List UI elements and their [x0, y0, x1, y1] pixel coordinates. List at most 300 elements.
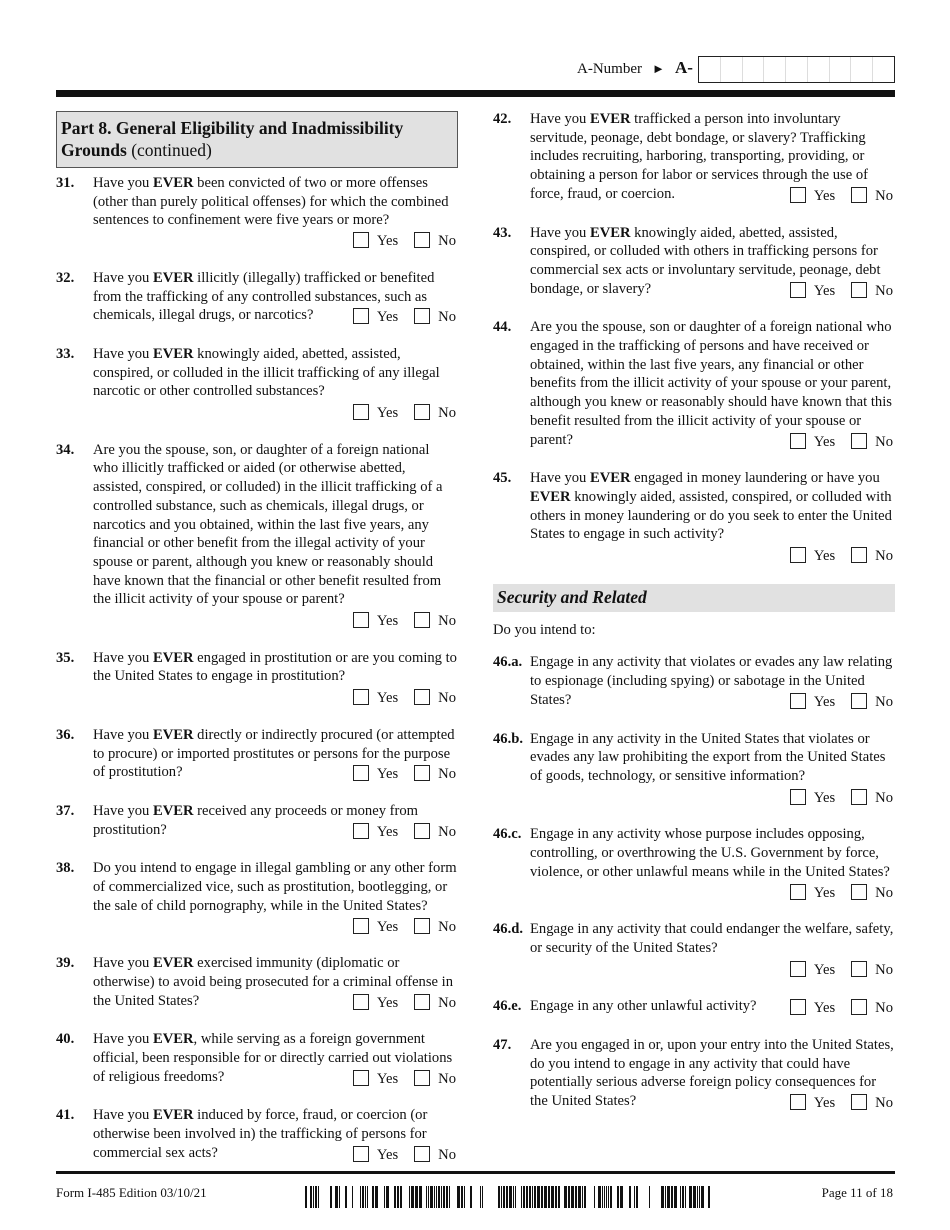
question-number: 47. — [493, 1037, 512, 1054]
barcode-bar — [701, 1186, 704, 1208]
yes-label: Yes — [813, 282, 836, 299]
text-run: Have you — [93, 345, 153, 362]
question-text — [93, 269, 458, 325]
barcode-bar — [372, 1186, 374, 1208]
a-number-input[interactable] — [698, 56, 895, 83]
text-run: engaged in prostitution or are you coming to the United States to engage in prostitution? — [93, 649, 457, 685]
question-37 — [56, 802, 458, 841]
question-43 — [493, 224, 895, 301]
section-intro: Do you intend to: — [493, 621, 596, 638]
yes-checkbox[interactable] — [790, 187, 806, 203]
form-edition: Form I-485 Edition 03/10/21 — [56, 1185, 207, 1200]
yes-checkbox[interactable] — [353, 689, 369, 705]
questions-left — [56, 174, 458, 1165]
barcode-bar — [367, 1186, 368, 1208]
barcode-bar — [689, 1186, 692, 1208]
yes-checkbox[interactable] — [790, 884, 806, 900]
no-label: No — [875, 187, 893, 204]
barcode-bar — [482, 1186, 483, 1208]
text-run: induced by force, fraud, or coercion (or otherwise been involved in) the trafficking of persons for commercial sex acts? — [93, 1107, 428, 1161]
yes-checkbox[interactable] — [790, 433, 806, 449]
yes-no-group — [784, 187, 895, 206]
text-run: Are you engaged in or, upon your entry into the United States, do you intend to engage in any activity that could have potentially serious adverse foreign policy consequences for the United States? — [530, 1037, 894, 1110]
no-checkbox[interactable] — [851, 282, 867, 298]
text-run: Engage in any activity that could endanger the welfare, safety, or security of the United States? — [530, 921, 894, 956]
no-checkbox[interactable] — [851, 789, 867, 805]
question-text — [93, 1030, 458, 1086]
barcode-bar — [594, 1186, 595, 1208]
question-number: 46.d. — [493, 921, 524, 938]
questions-right-bottom — [493, 653, 895, 1112]
yes-checkbox[interactable] — [353, 994, 369, 1010]
text-run: engaged in money laundering or have you — [630, 470, 880, 487]
a-number-prefix: A- — [675, 58, 693, 77]
yes-no-group — [347, 823, 458, 842]
question-text — [530, 318, 895, 449]
text-run: Are you the spouse, son or daughter of a foreign national who engaged in the trafficking of persons and have received or obtained, within the last five years, any financial or other benefits from the illicit activity of your spouse or your parent, although you knew or reasonably should have known that this benefit resulted from the illicit activity of your spouse or parent? — [530, 319, 892, 448]
yes-no-group — [784, 884, 895, 903]
barcode-bar — [352, 1186, 353, 1208]
emphasis: EVER — [152, 649, 194, 666]
no-label: No — [438, 918, 456, 935]
barcode-bar — [671, 1186, 673, 1208]
no-label: No — [438, 613, 456, 630]
text-run: Have you — [530, 224, 590, 241]
yes-no-group — [784, 282, 895, 301]
no-label: No — [875, 693, 893, 710]
no-label: No — [875, 282, 893, 299]
text-run: Do you intend to engage in illegal gambling or any other form of commercialized vice, such as prostitution, bootlegging, or the sale of child pornography, while in the United States? — [93, 860, 457, 914]
no-checkbox[interactable] — [851, 1094, 867, 1110]
barcode-bar — [584, 1186, 586, 1208]
barcode-bar — [498, 1186, 500, 1208]
barcode-bar — [548, 1186, 550, 1208]
text-run: Have you — [93, 802, 153, 819]
barcode-bar — [680, 1186, 681, 1208]
no-checkbox[interactable] — [851, 693, 867, 709]
barcode-bar — [315, 1186, 317, 1208]
yes-checkbox[interactable] — [353, 308, 369, 324]
barcode-bar — [365, 1186, 366, 1208]
barcode-bar — [523, 1186, 525, 1208]
yes-no-group — [347, 308, 458, 327]
barcode-bar — [665, 1186, 666, 1208]
question-45 — [493, 469, 895, 566]
yes-checkbox[interactable] — [353, 823, 369, 839]
no-checkbox[interactable] — [414, 765, 430, 781]
barcode-bar — [610, 1186, 612, 1208]
question-41 — [56, 1106, 458, 1164]
question-36 — [56, 726, 458, 784]
no-checkbox[interactable] — [414, 994, 430, 1010]
part-title: Part 8. General Eligibility and Inadmissibility Grounds — [61, 118, 404, 160]
emphasis: EVER — [530, 488, 571, 505]
no-label: No — [875, 884, 893, 901]
question-number: 35. — [56, 649, 75, 666]
question-number: 44. — [493, 319, 512, 336]
question-text — [530, 997, 895, 1016]
question-32 — [56, 269, 458, 327]
question-text — [530, 730, 895, 786]
yes-checkbox[interactable] — [353, 232, 369, 248]
barcode-bar — [310, 1186, 312, 1208]
emphasis: EVER — [152, 802, 194, 819]
barcode-bar — [449, 1186, 450, 1208]
barcode-bar — [339, 1186, 340, 1208]
barcode-bar — [555, 1186, 557, 1208]
barcode-bar — [446, 1186, 448, 1208]
no-label: No — [438, 994, 456, 1011]
question-31 — [56, 174, 458, 251]
question-number: 46.b. — [493, 730, 524, 747]
barcode-bar — [617, 1186, 619, 1208]
yes-checkbox[interactable] — [353, 918, 369, 934]
yes-no-group — [347, 994, 458, 1013]
yes-no-group — [93, 689, 458, 708]
barcode-bar — [503, 1186, 505, 1208]
question-38 — [56, 859, 458, 936]
barcode-bar — [375, 1186, 378, 1208]
barcode-bar — [330, 1186, 332, 1208]
barcode-bar — [386, 1186, 389, 1208]
question-text — [530, 110, 895, 204]
question-text — [93, 802, 458, 839]
yes-no-group — [93, 404, 458, 423]
barcode-bar — [415, 1186, 418, 1208]
barcode-bar — [457, 1186, 460, 1208]
barcode-bar — [438, 1186, 440, 1208]
text-run: Have you — [93, 1107, 153, 1124]
no-checkbox[interactable] — [414, 612, 430, 628]
question-number: 41. — [56, 1107, 75, 1124]
question-44 — [493, 318, 895, 451]
question-46b — [493, 730, 895, 808]
right-column — [493, 110, 895, 1131]
left-column — [56, 110, 458, 1183]
barcode-bar — [571, 1186, 574, 1208]
yes-no-group — [530, 789, 895, 808]
yes-checkbox[interactable] — [353, 1146, 369, 1162]
question-text — [530, 224, 895, 299]
barcode-bar — [620, 1186, 623, 1208]
question-number: 40. — [56, 1031, 75, 1048]
barcode-bar — [436, 1186, 437, 1208]
text-run: Have you — [530, 111, 590, 127]
yes-no-group — [784, 1094, 895, 1113]
no-checkbox[interactable] — [414, 232, 430, 248]
header-rule — [56, 90, 895, 97]
no-label: No — [438, 1070, 456, 1087]
barcode-bar — [461, 1186, 463, 1208]
yes-label: Yes — [813, 433, 836, 450]
barcode-bar — [470, 1186, 472, 1208]
no-checkbox[interactable] — [851, 187, 867, 203]
barcode-bar — [318, 1186, 319, 1208]
emphasis: EVER — [152, 269, 194, 286]
barcode-bar — [419, 1186, 422, 1208]
barcode-bar — [598, 1186, 601, 1208]
part-title-suffix: (continued) — [126, 140, 212, 160]
text-run: Have you — [93, 269, 153, 286]
no-checkbox[interactable] — [414, 1070, 430, 1086]
question-number: 45. — [493, 470, 512, 487]
yes-checkbox[interactable] — [790, 693, 806, 709]
question-text — [93, 441, 458, 609]
yes-checkbox[interactable] — [353, 1070, 369, 1086]
barcode-image — [305, 1186, 713, 1208]
question-number: 37. — [56, 802, 75, 819]
barcode-bar — [649, 1186, 650, 1208]
barcode-bar — [629, 1186, 631, 1208]
barcode-bar — [682, 1186, 684, 1208]
yes-no-group — [784, 693, 895, 712]
yes-no-group — [530, 547, 895, 566]
no-checkbox[interactable] — [414, 689, 430, 705]
no-checkbox[interactable] — [851, 547, 867, 563]
no-checkbox[interactable] — [414, 404, 430, 420]
emphasis: EVER — [589, 111, 631, 127]
barcode-bar — [360, 1186, 361, 1208]
question-number: 42. — [493, 111, 512, 127]
yes-label: Yes — [376, 613, 399, 630]
section-security-header: Security and Related — [493, 584, 895, 612]
barcode-bar — [608, 1186, 609, 1208]
a-number-label: A-Number — [577, 61, 642, 77]
yes-label: Yes — [813, 693, 836, 710]
barcode-bar — [534, 1186, 536, 1208]
question-number: 39. — [56, 955, 75, 972]
yes-label: Yes — [813, 1000, 836, 1017]
text-run: knowingly aided, assisted, conspired, or colluded with others in money laundering or do you seek to enter the United States to engage in such activity? — [530, 488, 892, 543]
yes-label: Yes — [376, 405, 399, 422]
no-label: No — [875, 433, 893, 450]
barcode-bar — [480, 1186, 481, 1208]
question-34 — [56, 441, 458, 631]
yes-no-group — [347, 918, 458, 937]
barcode-bar — [506, 1186, 508, 1208]
barcode-bar — [362, 1186, 364, 1208]
no-checkbox[interactable] — [851, 961, 867, 977]
no-checkbox[interactable] — [851, 433, 867, 449]
question-40 — [56, 1030, 458, 1088]
yes-label: Yes — [813, 884, 836, 901]
no-label: No — [438, 405, 456, 422]
text-run: Have you — [93, 1031, 153, 1048]
question-text — [93, 174, 458, 250]
yes-label: Yes — [376, 1070, 399, 1087]
barcode-bar — [568, 1186, 570, 1208]
text-run: directly or indirectly procured (or attempted to procure) or imported prostitutes or persons for the purpose of prostitution? — [93, 726, 455, 781]
yes-label: Yes — [813, 548, 836, 565]
yes-checkbox[interactable] — [790, 547, 806, 563]
barcode-bar — [558, 1186, 560, 1208]
text-run: Have you — [530, 470, 590, 487]
barcode-bar — [699, 1186, 700, 1208]
barcode-bar — [434, 1186, 435, 1208]
yes-checkbox[interactable] — [353, 612, 369, 628]
emphasis: EVER — [152, 1107, 194, 1124]
barcode-bar — [661, 1186, 664, 1208]
no-label: No — [875, 548, 893, 565]
barcode-bar — [411, 1186, 414, 1208]
a-number-field — [577, 56, 895, 83]
yes-no-group — [784, 999, 895, 1018]
barcode-bar — [564, 1186, 567, 1208]
question-number: 43. — [493, 224, 512, 241]
question-46e — [493, 997, 895, 1018]
yes-checkbox[interactable] — [353, 404, 369, 420]
question-number: 31. — [56, 175, 75, 191]
barcode-bar — [430, 1186, 433, 1208]
no-checkbox[interactable] — [414, 308, 430, 324]
question-text — [530, 920, 895, 957]
no-label: No — [438, 766, 456, 783]
emphasis: EVER — [152, 1031, 194, 1048]
no-label: No — [438, 233, 456, 250]
yes-label: Yes — [376, 309, 399, 326]
barcode-bar — [428, 1186, 429, 1208]
barcode-bar — [708, 1186, 710, 1208]
question-text — [530, 469, 895, 544]
no-label: No — [875, 1000, 893, 1017]
question-46d — [493, 920, 895, 979]
barcode-bar — [693, 1186, 696, 1208]
barcode-bar — [685, 1186, 686, 1208]
barcode-bar — [575, 1186, 577, 1208]
text-run: illicitly (illegally) trafficked or benefited from the trafficking of any controlled substances, such as chemicals, illegal drugs, or narcotics? — [93, 269, 435, 324]
question-47 — [493, 1036, 895, 1113]
barcode-bar — [426, 1186, 427, 1208]
barcode-bar — [537, 1186, 540, 1208]
barcode-bar — [513, 1186, 514, 1208]
yes-checkbox[interactable] — [790, 789, 806, 805]
question-number: 38. — [56, 860, 75, 877]
text-run: Have you — [93, 175, 153, 191]
text-run: exercised immunity (diplomatic or otherwise) to avoid being prosecuted for a criminal offense in the United States? — [93, 955, 453, 1009]
barcode-bar — [384, 1186, 385, 1208]
footer-rule — [56, 1171, 895, 1174]
text-run: knowingly aided, abetted, assisted, conspired, or colluded with others in trafficking persons for commercial sex acts or involuntary servitude, peonage, debt bondage, or slavery? — [530, 224, 881, 297]
barcode-bar — [551, 1186, 554, 1208]
no-label: No — [438, 690, 456, 707]
barcode-bar — [541, 1186, 543, 1208]
yes-label: Yes — [376, 994, 399, 1011]
question-number: 34. — [56, 441, 75, 458]
text-run: trafficked a person into involuntary servitude, peonage, debt bondage, or slavery? Trafficking includes recruiting, harboring, transporting, providing, or obtaining a person for labor or services through the use of force, fraud, or coercion. — [530, 111, 868, 202]
barcode-bar — [443, 1186, 445, 1208]
emphasis: EVER — [152, 175, 194, 191]
part-header — [56, 111, 458, 168]
yes-no-group — [784, 433, 895, 452]
text-run: Have you — [93, 955, 153, 972]
barcode-bar — [634, 1186, 635, 1208]
yes-checkbox[interactable] — [790, 1094, 806, 1110]
no-checkbox[interactable] — [414, 918, 430, 934]
no-checkbox[interactable] — [414, 1146, 430, 1162]
question-39 — [56, 954, 458, 1012]
barcode-bar — [335, 1186, 338, 1208]
questions-right-top — [493, 110, 895, 566]
barcode-bar — [606, 1186, 607, 1208]
emphasis: EVER — [152, 955, 194, 972]
no-checkbox[interactable] — [851, 999, 867, 1015]
yes-checkbox[interactable] — [790, 282, 806, 298]
arrow-right-icon: ► — [652, 61, 665, 76]
question-text — [530, 1036, 895, 1111]
barcode-bar — [313, 1186, 314, 1208]
barcode-bar — [345, 1186, 347, 1208]
emphasis: EVER — [152, 345, 194, 362]
emphasis: EVER — [152, 726, 194, 743]
no-label: No — [438, 823, 456, 840]
text-run: , while serving as a foreign government official, been responsible for or directly carried out violations of religious freedoms? — [93, 1031, 453, 1085]
yes-checkbox[interactable] — [790, 999, 806, 1015]
yes-label: Yes — [813, 789, 836, 806]
barcode-bar — [400, 1186, 402, 1208]
yes-label: Yes — [376, 233, 399, 250]
barcode-bar — [441, 1186, 442, 1208]
question-46a — [493, 653, 895, 711]
barcode-bar — [604, 1186, 605, 1208]
no-checkbox[interactable] — [851, 884, 867, 900]
question-number: 46.e. — [493, 998, 522, 1015]
yes-no-group — [347, 1146, 458, 1165]
question-number: 33. — [56, 345, 75, 362]
no-checkbox[interactable] — [414, 823, 430, 839]
question-33 — [56, 345, 458, 423]
barcode-bar — [674, 1186, 677, 1208]
no-label: No — [875, 789, 893, 806]
barcode-bar — [501, 1186, 502, 1208]
barcode-bar — [397, 1186, 399, 1208]
barcode-bar — [697, 1186, 698, 1208]
barcode-bar — [515, 1186, 516, 1208]
question-text — [93, 859, 458, 935]
question-number: 46.a. — [493, 654, 523, 671]
yes-no-group — [347, 765, 458, 784]
yes-label: Yes — [376, 918, 399, 935]
text-run: been convicted of two or more offenses (other than purely political offenses) for which the combined sentences to confinement were five years or more? — [93, 175, 449, 229]
yes-no-group — [93, 612, 458, 631]
yes-checkbox[interactable] — [353, 765, 369, 781]
barcode-bar — [526, 1186, 528, 1208]
text-run: Have you — [93, 726, 153, 743]
question-35 — [56, 649, 458, 708]
barcode-bar — [521, 1186, 522, 1208]
barcode-bar — [636, 1186, 638, 1208]
barcode-bar — [305, 1186, 307, 1208]
yes-no-group — [347, 232, 458, 251]
emphasis: EVER — [589, 224, 631, 241]
question-number: 32. — [56, 269, 75, 286]
question-text — [93, 1106, 458, 1162]
text-run: Engage in any activity that violates or evades any law relating to espionage (including spying) or sabotage in the United States? — [530, 654, 893, 708]
no-label: No — [438, 309, 456, 326]
question-text — [93, 649, 458, 686]
text-run: knowingly aided, abetted, assisted, conspired, or colluded in the illicit trafficking of any illegal narcotic or other controlled substances? — [93, 345, 440, 400]
no-label: No — [875, 1095, 893, 1112]
question-text — [530, 825, 895, 901]
question-number: 46.c. — [493, 826, 522, 843]
yes-label: Yes — [813, 187, 836, 204]
question-number: 36. — [56, 726, 75, 743]
yes-checkbox[interactable] — [790, 961, 806, 977]
barcode-bar — [602, 1186, 603, 1208]
barcode-bar — [544, 1186, 547, 1208]
barcode-bar — [667, 1186, 670, 1208]
yes-label: Yes — [813, 1095, 836, 1112]
emphasis: EVER — [589, 470, 631, 487]
